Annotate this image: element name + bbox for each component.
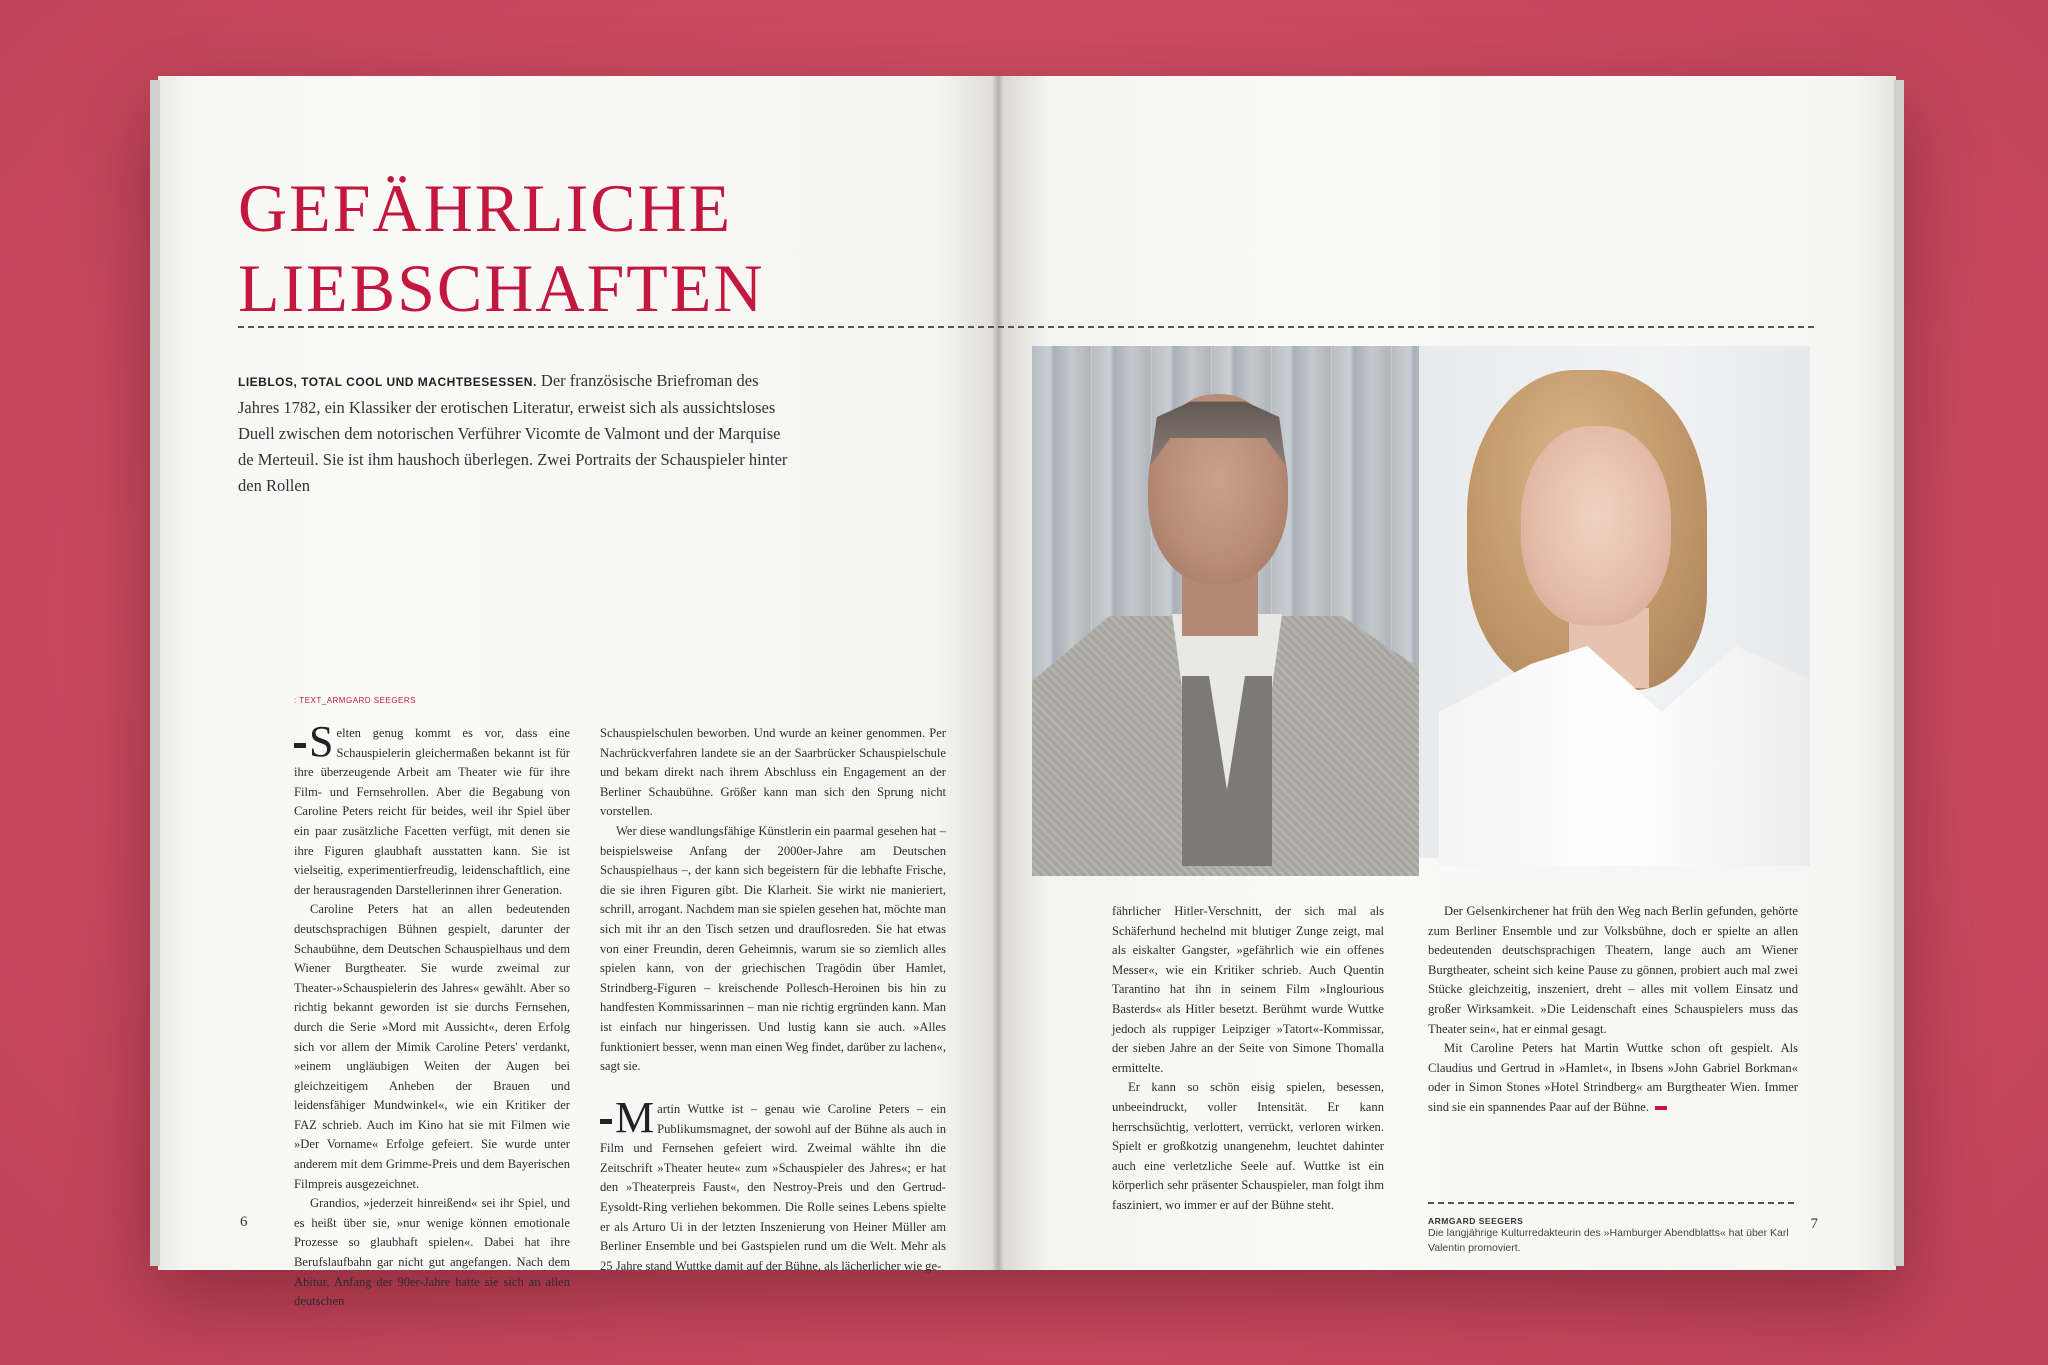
page-edge: [150, 80, 160, 1266]
text-column-3: [1112, 902, 1384, 1216]
paragraph-text: Mit Caroline Peters hat Martin Wuttke schon oft gespielt. Als Claudius und Gertrud in »Hamlet«, in Ibsens »John Gabriel Borkman« oder in Simon Stones »Hotel Strindberg« am Burgtheater Wien. Immer sind sie ein spannendes Paar auf der Bühne.: [1428, 1041, 1798, 1114]
lead-kicker: LIEBLOS, TOTAL COOL UND MACHTBESESSEN.: [238, 375, 537, 389]
paragraph: Grandios, »jederzeit hinreißend« sei ihr Spiel, und es heißt über sie, »nur wenige können emotionale Prozesse so glaubhaft spielen«. Dabei hat ihre Berufslaufbahn gar nicht gut angefangen. Nach dem Abitur, Anfang der 90er-Jahre hatte sie sich an allen deutschen: [294, 1196, 570, 1309]
author-bio: Die langjährige Kulturredakteurin des »Hamburger Abendblatts« hat über Karl Valentin promoviert.: [1428, 1227, 1789, 1254]
article-headline: [238, 168, 764, 328]
text-column-2-section-2: [600, 1093, 946, 1276]
page-edge: [1894, 80, 1904, 1266]
paragraph: fährlicher Hitler-Verschnitt, der sich mal als Schäferhund hechelnd mit blutiger Zunge zeigt, mal als eiskalter Gangster, »gefährlich wie ein offenes Messer«, wie ein Kritiker schrieb. Auch Quentin Tarantino hat ihn in seinem Film »Inglourious Basterds« als Hitler besetzt. Berühmt wurde Wuttke jedoch als ruppiger Leipziger »Tatort«-Kommissar, der sieben Jahre an der Seite von Simone Thomalla ermittelte.: [1112, 904, 1384, 1075]
paragraph-text: elten genug kommt es vor, dass eine Schauspielerin gleichermaßen bekannt ist für ihre überzeugende Arbeit am Theater wie für ihre Film- und Fernsehrollen. Aber die Begabung von Caroline Peters reicht für beides, weil ihr Spiel über ein paar zusätzliche Facetten verfügt, mit denen sie ihre Figuren glaubhaft ausstatten kann. Sie ist vielseitig, experimentierfreudig, leidenschaftlich, eine der herausragenden Darstellerinnen ihrer Generation.: [294, 726, 570, 897]
author-divider: [1428, 1202, 1794, 1204]
spine-shadow: [992, 76, 1004, 1270]
paragraph: [600, 1093, 946, 1276]
paragraph: Schauspielschulen beworben. Und wurde an keiner genommen. Per Nachrückverfahren landete sie an der Saarbrücker Schauspielschule und bekam direkt nach ihrem Abschluss ein Engagement an der Berliner Schaubühne. Größer kann man sich den Sprung nicht vorstellen.: [600, 726, 946, 819]
paragraph-text: artin Wuttke ist – genau wie Caroline Peters – ein Publikumsmagnet, der sowohl auf der Bühne als auch in Film und Fernsehen gefeiert wird. Zweimal wählte ihn die Zeitschrift »Theater heute« zum »Schauspieler des Jahres«; er hat den »Theaterpreis Faust«, den Nestroy-Preis und den Gertrud-Eysoldt-Ring verliehen bekommen. Die Rolle seines Lebens spielte er als Arturo Ui in der letzten Inszenierung von Heiner Müller am Berliner Ensemble und bei Gastspielen rund um die Welt. Mehr als 25 Jahre stand Wuttke damit auf der Bühne, als lächerlicher wie ge-: [600, 1102, 946, 1273]
left-page: [158, 76, 998, 1309]
portrait-photo: [1032, 346, 1810, 858]
paragraph: Wer diese wandlungsfähige Künstlerin ein paarmal gesehen hat – beispielsweise Anfang der 2000er-Jahre am Deutschen Schauspielhaus –, der kann sich begeistern für die lebhafte Frische, die sie ihren Figuren gibt. Die Klarheit. Sie wirkt nie manieriert, schrill, arrogant. Nachdem man sie spielen gesehen hat, möchte man sich mit ihr an den Tisch setzen und drauflosreden. Sie hat etwas von einer Freundin, deren Geheimnis, warum sie so ziemlich alles spielen kann, von der griechischen Tragödin über Hamlet, Strindberg-Figuren – kreischende Pollesch-Heroinen bis hin zu handfesten Kommissarinnen – man nie richtig ergründen kann. Man ist einfach nur hingerissen. Und lustig kann sie auch. »Alles funktioniert besser, wenn man einen Weg findet, darüber zu lachen«, sagt sie.: [600, 823, 946, 1074]
page-number-right: 7: [1810, 1216, 1818, 1232]
lead-paragraph: [238, 368, 798, 499]
headline-line-1: GEFÄHRLICHE: [238, 170, 733, 246]
author-name: ARMGARD SEEGERS: [1428, 1216, 1524, 1226]
paragraph: [294, 717, 570, 900]
drop-cap: M: [600, 1100, 657, 1136]
portrait-man-image: [1032, 346, 1419, 858]
paragraph: Der Gelsenkirchener hat früh den Weg nach Berlin gefunden, gehörte zum Berliner Ensemble und zur Volksbühne, doch er spielte an allen bedeutenden deutschsprachigen Theatern, lange auch am Wiener Burgtheater, scheint sich keine Pause zu gönnen, probiert auch mal zwei Stücke gleichzeitig, inszeniert, dreht – alles mit vollem Einsatz und großer Wirksamkeit. »Die Leidenschaft eines Schauspielers muss das Theater sein«, hat er einmal gesagt.: [1428, 904, 1798, 1036]
face-shape: [1521, 426, 1671, 626]
headline-line-2: LIEBSCHAFTEN: [238, 250, 765, 326]
lead-text: Der französische Briefroman des Jahres 1782, ein Klassiker der erotischen Literatur, erweist sich als aussichtsloses Duell zwischen dem notorischen Verführer Vicomte de Valmont und der Marquise de Merteuil. Sie ist ihm haushoch überlegen. Zwei Portraits der Schauspieler hinter den Rollen: [238, 371, 788, 495]
headline-rule: [238, 326, 1814, 328]
shirt-shape: [1439, 646, 1810, 866]
paragraph: Caroline Peters hat an allen bedeutenden deutschsprachigen Bühnen gespielt, darunter der Schaubühne, dem Deutschen Schauspielhaus und dem Wiener Burgtheater. Sie wurde zweimal zur Theater-»Schauspielerin des Jahres« gewählt. Aber so richtig bekannt geworden ist sie durchs Fernsehen, durch die Serie »Mord mit Aussicht«, deren Erfolg sich vor allem der Mimik Caroline Peters' verdankt, »einem ungläubigen Weiten der Augen bei gleichzeitigem Anheben der Brauen und leidensfähiger Mundwinkel«, wie ein Kritiker der FAZ schrieb. Auch im Kino hat sie mit Filmen wie »Der Vorname« Erfolge gefeiert. Sie wurde unter anderem mit dem Grimme-Preis und dem Bayerischen Filmpreis ausgezeichnet.: [294, 902, 570, 1191]
magazine-spread: [158, 76, 1896, 1309]
paragraph: [1428, 1039, 1798, 1117]
right-page: [998, 76, 1896, 1270]
text-column-2: [600, 724, 946, 1077]
end-mark: [1655, 1106, 1667, 1110]
portrait-woman-image: [1419, 346, 1810, 858]
drop-cap: S: [294, 724, 336, 760]
text-column-1: [294, 717, 570, 1312]
byline: : TEXT_ARMGARD SEEGERS: [294, 696, 416, 705]
paragraph: Er kann so schön eisig spielen, besessen, unbeeindruckt, voller Intensität. Er kann herrschsüchtig, verlottert, verrückt, verloren wirken. Spielt er großkotzig unangenehm, leuchtet dahinter auch eine verletzliche Seele auf. Wuttke ist ein körperlich sehr präsenter Schauspieler, man folgt ihm fasziniert, wo immer er auf der Bühne steht.: [1112, 1080, 1384, 1212]
text-column-4: [1428, 902, 1798, 1118]
page-number-left: 6: [240, 1214, 248, 1230]
